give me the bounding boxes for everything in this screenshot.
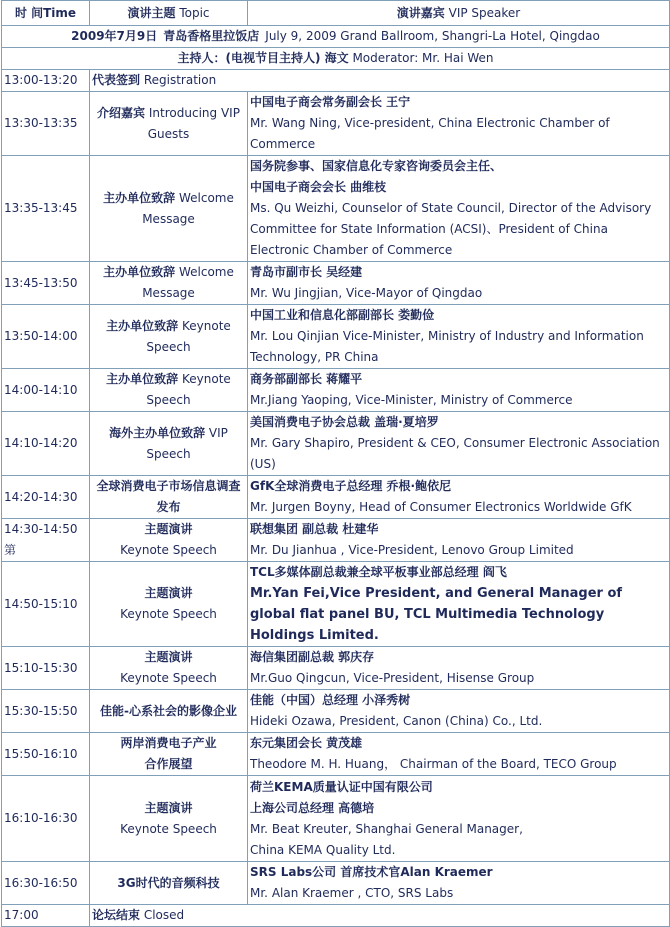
topic-zh: 佳能-心系社会的影像企业 bbox=[100, 703, 237, 718]
topic-zh: 主题演讲 bbox=[144, 522, 193, 536]
topic-zh: 介绍嘉宾 bbox=[97, 105, 146, 120]
row-topic bbox=[90, 92, 248, 156]
schedule-row bbox=[2, 562, 670, 647]
topic-zh: 全球消费电子市场信息调查发布 bbox=[96, 479, 241, 514]
speaker-en: Mr. Wu Jingjian, Vice-Mayor of Qingdao bbox=[250, 286, 483, 300]
speaker-en: Mr.Jiang Yaoping, Vice-Minister, Ministry of Commerce bbox=[250, 393, 573, 407]
moderator-row bbox=[2, 48, 670, 70]
speaker-en: Mr. Lou Qinjian Vice-Minister, Ministry of Industry and Information Technology, PR China bbox=[250, 329, 644, 364]
topic-en: Keynote Speech bbox=[146, 318, 231, 354]
event-info-en: July 9, 2009 Grand Ballroom, Shangri-La Hotel, Qingdao bbox=[265, 29, 600, 43]
speaker-zh: SRS Labs公司 首席技术官Alan Kraemer bbox=[250, 865, 493, 879]
speaker-en: Mr. Du Jianhua , Vice-President, Lenovo Group Limited bbox=[250, 543, 574, 557]
row-speaker bbox=[248, 647, 670, 690]
event-date: 2009年7月9日 bbox=[71, 29, 158, 43]
row-topic bbox=[90, 519, 248, 562]
row-time-value: 14:30-14:50 bbox=[4, 522, 78, 536]
schedule-row bbox=[2, 862, 670, 905]
schedule-row bbox=[2, 776, 670, 862]
speaker-zh: 海信集团副总裁 郭庆存 bbox=[250, 650, 375, 664]
speaker-zh: 联想集团 副总裁 杜建华 bbox=[250, 522, 379, 536]
registration-time: 13:00-13:20 bbox=[2, 70, 90, 92]
topic-en: Keynote Speech bbox=[120, 607, 217, 621]
speaker-zh: 中国电子商会常务副会长 王宁 bbox=[250, 95, 411, 109]
row-speaker bbox=[248, 262, 670, 305]
speaker-en: Theodore M. H. Huang， Chairman of the Board, TECO Group bbox=[250, 757, 617, 771]
topic-en: Welcome Message bbox=[142, 190, 234, 226]
speaker-zh: 佳能（中国）总经理 小泽秀树 bbox=[250, 693, 411, 707]
row-time: 15:10-15:30 bbox=[2, 647, 90, 690]
row-time: 13:30-13:35 bbox=[2, 92, 90, 156]
row-topic bbox=[90, 369, 248, 412]
speaker-en: Mr.Guo Qingcun, Vice-President, Hisense Group bbox=[250, 671, 535, 685]
row-time: 14:00-14:10 bbox=[2, 369, 90, 412]
row-time: 14:50-15:10 bbox=[2, 562, 90, 647]
speaker-zh: 东元集团会长 黄茂雄 bbox=[250, 736, 363, 750]
event-row bbox=[2, 26, 670, 48]
speaker-zh: 中国工业和信息化部副部长 娄勤俭 bbox=[250, 308, 435, 322]
schedule-row bbox=[2, 156, 670, 262]
registration-label bbox=[90, 70, 670, 92]
header-speaker bbox=[248, 1, 670, 26]
row-topic bbox=[90, 476, 248, 519]
row-speaker bbox=[248, 156, 670, 262]
row-time: 13:45-13:50 bbox=[2, 262, 90, 305]
closing-en: Closed bbox=[143, 908, 185, 922]
row-topic bbox=[90, 562, 248, 647]
registration-zh: 代表签到 bbox=[92, 73, 141, 87]
speaker-zh: 青岛市副市长 吴经建 bbox=[250, 265, 363, 279]
speaker-zh: GfK全球消费电子总经理 乔根·鲍依尼 bbox=[250, 479, 452, 493]
topic-en: Welcome Message bbox=[142, 265, 234, 300]
speaker-en: Hideki Ozawa, President, Canon (China) Co., Ltd. bbox=[250, 714, 543, 728]
speaker-zh: 国务院参事、国家信息化专家咨询委员会主任、 bbox=[250, 159, 503, 173]
topic-en: Keynote Speech bbox=[146, 372, 231, 407]
closing-time: 17:00 bbox=[2, 905, 90, 927]
topic-zh: 主办单位致辞 bbox=[106, 318, 179, 333]
speaker-zh: 商务部副部长 蒋耀平 bbox=[250, 372, 363, 386]
row-topic bbox=[90, 776, 248, 862]
speaker-en: Mr. Gary Shapiro, President & CEO, Consumer Electronic Association (US) bbox=[250, 436, 660, 471]
header-time: 时 间Time bbox=[2, 1, 90, 26]
row-speaker bbox=[248, 776, 670, 862]
row-speaker bbox=[248, 412, 670, 476]
schedule-row bbox=[2, 647, 670, 690]
schedule-row bbox=[2, 305, 670, 369]
speaker-en-line2: China KEMA Quality Ltd. bbox=[250, 842, 396, 857]
topic-zh: 主题演讲 bbox=[144, 800, 193, 815]
speaker-en: Mr. Jurgen Boyny, Head of Consumer Electronics Worldwide GfK bbox=[250, 500, 632, 514]
schedule-row bbox=[2, 476, 670, 519]
row-time: 15:30-15:50 bbox=[2, 690, 90, 733]
row-time: 15:50-16:10 bbox=[2, 733, 90, 776]
row-speaker bbox=[248, 476, 670, 519]
row-topic bbox=[90, 647, 248, 690]
row-time: 14:20-14:30 bbox=[2, 476, 90, 519]
row-topic bbox=[90, 156, 248, 262]
speaker-zh-line2: 中国电子商会会长 曲维枝 bbox=[250, 180, 387, 194]
speaker-zh-line2: 上海公司总经理 高德培 bbox=[250, 800, 375, 815]
schedule-row bbox=[2, 519, 670, 562]
speaker-en: Mr. Alan Kraemer , CTO, SRS Labs bbox=[250, 886, 454, 900]
closing-row bbox=[2, 905, 670, 927]
speaker-zh: 美国消费电子协会总裁 盖瑞·夏培罗 bbox=[250, 415, 439, 429]
row-speaker bbox=[248, 733, 670, 776]
row-topic bbox=[90, 733, 248, 776]
topic-zh: 主办单位致辞 bbox=[106, 372, 179, 386]
closing-label bbox=[90, 905, 670, 927]
speaker-zh: 荷兰KEMA质量认证中国有限公司 bbox=[250, 779, 433, 794]
schedule-row bbox=[2, 690, 670, 733]
header-row bbox=[2, 1, 670, 26]
topic-zh: 3G时代的音频科技 bbox=[117, 875, 220, 890]
row-speaker bbox=[248, 305, 670, 369]
row-speaker bbox=[248, 690, 670, 733]
moderator-info bbox=[2, 48, 670, 70]
row-topic bbox=[90, 690, 248, 733]
registration-row bbox=[2, 70, 670, 92]
topic-zh: 两岸消费电子产业 bbox=[120, 736, 217, 750]
registration-en: Registration bbox=[143, 73, 217, 87]
row-time: 16:10-16:30 bbox=[2, 776, 90, 862]
row-time bbox=[2, 519, 90, 562]
schedule-row bbox=[2, 412, 670, 476]
row-time: 14:10-14:20 bbox=[2, 412, 90, 476]
row-time-suffix: 第 bbox=[4, 543, 17, 557]
topic-zh: 主题演讲 bbox=[144, 650, 193, 664]
header-speaker-zh: 演讲嘉宾 bbox=[396, 5, 445, 20]
schedule-table bbox=[1, 0, 670, 927]
speaker-en: Mr.Yan Fei,Vice President, and General Manager of global flat panel BU, TCL Multimedia Technology Holdings Limited. bbox=[250, 586, 623, 643]
row-topic bbox=[90, 305, 248, 369]
closing-zh: 论坛结束 bbox=[92, 908, 141, 922]
row-time: 13:35-13:45 bbox=[2, 156, 90, 262]
schedule-row bbox=[2, 733, 670, 776]
topic-zh: 主办单位致辞 bbox=[103, 265, 176, 279]
row-speaker bbox=[248, 562, 670, 647]
speaker-en: Ms. Qu Weizhi, Counselor of State Council, Director of the Advisory Committee for State Information (ACSI)、President of China Electronic Chamber of Commerce bbox=[250, 201, 652, 257]
topic-zh: 海外主办单位致辞 bbox=[109, 425, 206, 440]
header-speaker-en: VIP Speaker bbox=[448, 5, 521, 20]
row-speaker bbox=[248, 519, 670, 562]
row-topic bbox=[90, 412, 248, 476]
schedule-row bbox=[2, 262, 670, 305]
row-topic bbox=[90, 262, 248, 305]
topic-en: Keynote Speech bbox=[120, 821, 217, 836]
row-speaker bbox=[248, 92, 670, 156]
row-time: 13:50-14:00 bbox=[2, 305, 90, 369]
topic-zh-line2: 合作展望 bbox=[144, 757, 193, 771]
event-info bbox=[2, 26, 670, 48]
topic-zh: 主题演讲 bbox=[144, 586, 193, 600]
topic-en: Keynote Speech bbox=[120, 543, 217, 557]
header-topic bbox=[90, 1, 248, 26]
speaker-zh: TCL多媒体副总裁兼全球平板事业部总经理 阎飞 bbox=[250, 565, 507, 579]
moderator-en: Moderator: Mr. Hai Wen bbox=[352, 51, 494, 65]
header-topic-en: Topic bbox=[179, 5, 210, 20]
speaker-en: Mr. Wang Ning, Vice-president, China Electronic Chamber of Commerce bbox=[250, 116, 610, 151]
speaker-en: Mr. Beat Kreuter, Shanghai General Manager, bbox=[250, 821, 523, 836]
row-topic bbox=[90, 862, 248, 905]
row-speaker bbox=[248, 369, 670, 412]
topic-en: Keynote Speech bbox=[120, 671, 217, 685]
moderator-zh: 主持人：(电视节目主持人) 海文 bbox=[177, 51, 349, 65]
header-topic-zh: 演讲主题 bbox=[127, 5, 176, 20]
topic-en: VIP Speech bbox=[146, 425, 228, 461]
event-venue-zh: 青岛香格里拉饭店 bbox=[163, 29, 260, 43]
topic-en: Introducing VIP Guests bbox=[147, 105, 240, 141]
row-speaker bbox=[248, 862, 670, 905]
row-time: 16:30-16:50 bbox=[2, 862, 90, 905]
schedule-row bbox=[2, 369, 670, 412]
schedule-row bbox=[2, 92, 670, 156]
topic-zh: 主办单位致辞 bbox=[103, 190, 176, 205]
